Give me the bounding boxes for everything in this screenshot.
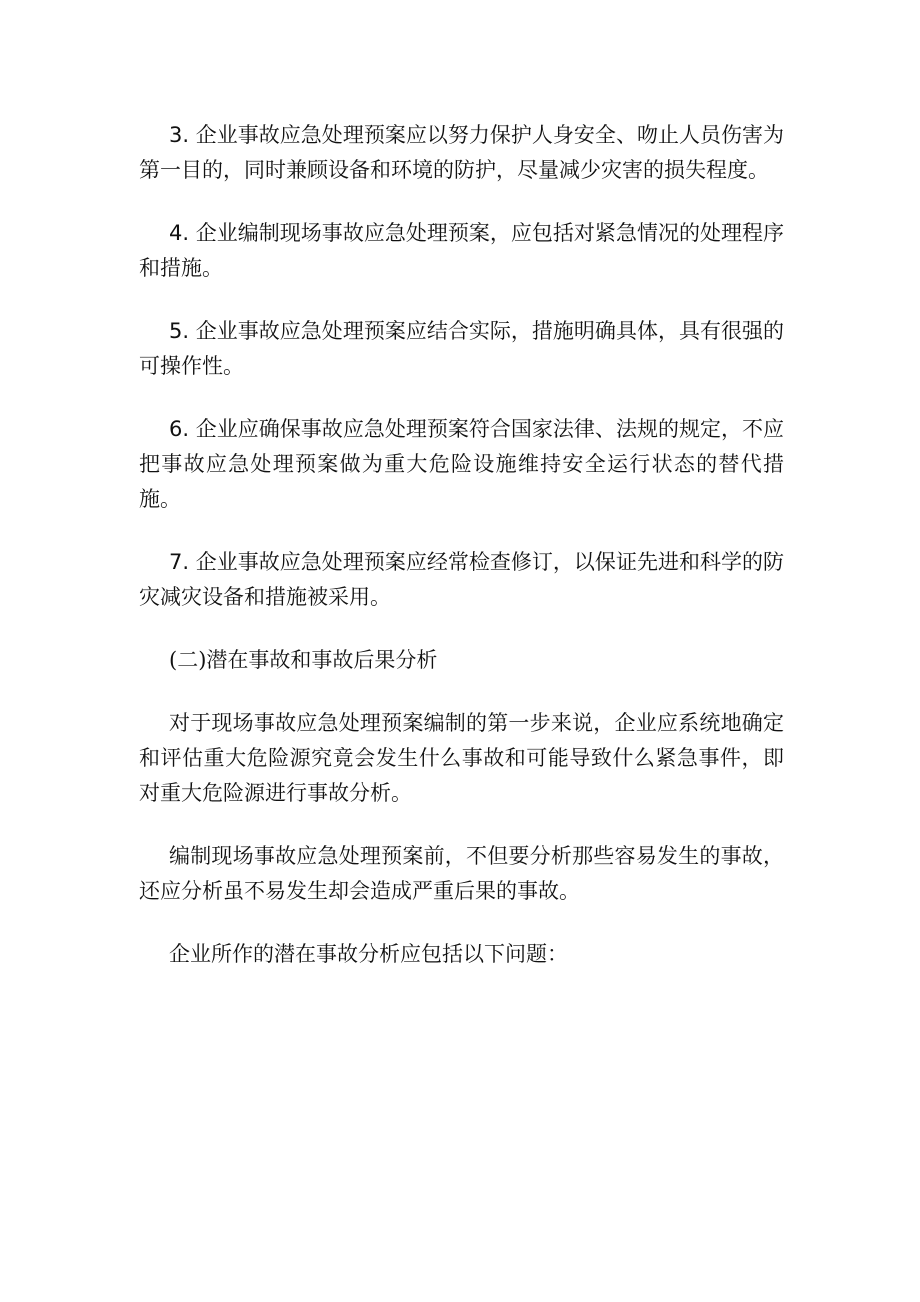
body-paragraph-2: 编制现场事故应急处理预案前，不但要分析那些容易发生的事故，还应分析虽不易发生却会造成严重后果的事故。 [139,844,784,903]
numbered-paragraph-6 [139,412,784,517]
paragraph-text: 企业事故应急处理预案应结合实际，措施明确具体，具有很强的可操作性。 [139,319,785,378]
numbered-paragraph-5 [139,314,784,384]
paragraph-text: 企业事故应急处理预案应经常检查修订，以保证先进和科学的防灾减灾设备和措施被采用。 [139,550,785,609]
paragraph-number-separator: . [182,221,196,245]
paragraph-number: 4 [169,221,183,245]
document-body [139,118,784,1000]
section-heading: (二)潜在事故和事故后果分析 [169,648,438,672]
paragraph-text: 企业编制现场事故应急处理预案，应包括对紧急情况的处理程序和措施。 [139,221,785,280]
paragraph-text: 企业事故应急处理预案应以努力保护人身安全、吻止人员伤害为第一目的，同时兼顾设备和环境的防护，尽量减少灾害的损失程度。 [139,123,785,182]
paragraph-text: 企业应确保事故应急处理预案符合国家法律、法规的规定，不应把事故应急处理预案做为重大危险设施维持安全运行状态的替代措施。 [139,417,785,511]
paragraph-number-separator: . [182,550,196,574]
numbered-paragraph-7 [139,545,784,615]
paragraph-number: 7 [169,550,183,574]
paragraph-number-separator: . [182,417,196,441]
numbered-paragraph-4 [139,216,784,286]
paragraph-number: 6 [169,417,183,441]
body-paragraph-1: 对于现场事故应急处理预案编制的第一步来说，企业应系统地确定和评估重大危险源究竟会发生什么事故和可能导致什么紧急事件，即对重大危险源进行事故分析。 [139,711,784,805]
numbered-paragraph-3 [139,118,784,188]
body-paragraph-3: 企业所作的潜在事故分析应包括以下问题： [169,942,568,966]
paragraph-number-separator: . [182,319,196,343]
paragraph-number-separator: . [182,123,196,147]
paragraph-number: 3 [169,123,183,147]
paragraph-number: 5 [169,319,183,343]
